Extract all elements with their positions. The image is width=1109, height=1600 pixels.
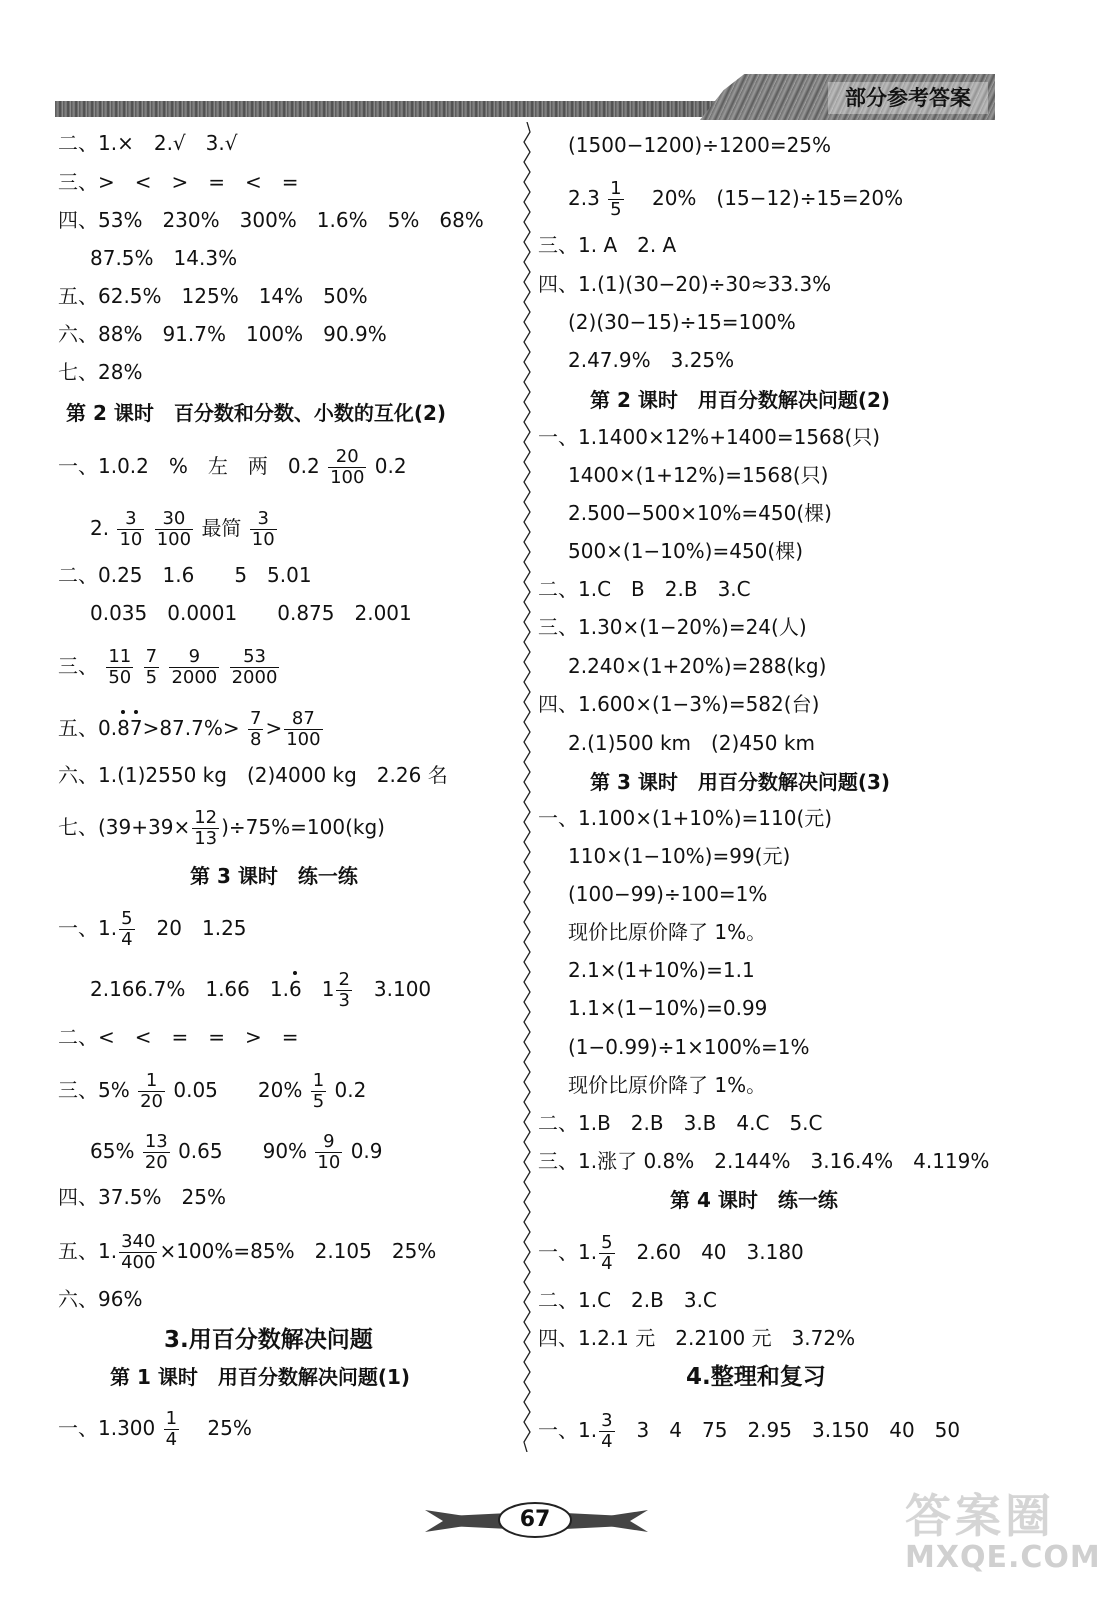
section-title: 4.整理和复习 xyxy=(686,1364,826,1390)
denominator: 100 xyxy=(286,729,321,750)
answer-text: 3.100 xyxy=(353,977,432,1001)
answer-line: 四、37.5% 25% xyxy=(58,1185,226,1209)
numerator: 9 xyxy=(169,647,219,668)
answer-text: 五、0. xyxy=(58,716,118,740)
answer-text: 2.60 40 3.180 xyxy=(616,1240,804,1264)
answer-text: 3 4 75 2.95 3.150 40 50 xyxy=(616,1418,961,1442)
answer-line: 二、1.C 2.B 3.C xyxy=(538,1288,717,1312)
answer-text: 65% xyxy=(90,1139,135,1163)
denominator: 10 xyxy=(251,529,275,550)
answer-line: (2)(30−15)÷15=100% xyxy=(568,310,796,334)
answer-line xyxy=(58,1070,367,1112)
answer-line xyxy=(58,807,385,849)
answer-text: 最简 xyxy=(201,516,242,540)
answer-line: 三、1. A 2. A xyxy=(538,233,677,257)
answer-text: 0.2 xyxy=(374,454,407,478)
lesson-title: 第 1 课时 用百分数解决问题(1) xyxy=(110,1365,411,1389)
numerator: 7 xyxy=(249,708,262,729)
watermark-logo: 答案圈 xyxy=(905,1489,1055,1543)
denominator: 100 xyxy=(330,467,365,488)
numerator: 7 xyxy=(145,646,158,667)
page-header-title: 部分参考答案 xyxy=(828,82,988,114)
numerator: 3 xyxy=(117,509,144,530)
repeating-digit: 6 xyxy=(289,972,302,1006)
answer-text: 2.3 xyxy=(568,186,600,210)
answer-line: 1400×(1+12%)=1568(只) xyxy=(568,463,829,487)
answer-line: 四、1.600×(1−3%)=582(台) xyxy=(538,692,820,716)
answer-text: ×100%=85% 2.105 25% xyxy=(159,1239,437,1263)
answer-line xyxy=(58,446,407,488)
fraction xyxy=(311,1071,326,1112)
answer-text: 0.05 20% xyxy=(173,1078,303,1102)
denominator: 5 xyxy=(312,1091,325,1112)
numerator: 3 xyxy=(601,1410,613,1431)
denominator: 20 xyxy=(144,1152,168,1173)
answer-line: 六、88% 91.7% 100% 90.9% xyxy=(58,322,387,346)
lesson-title: 第 2 课时 百分数和分数、小数的互化(2) xyxy=(66,401,447,425)
answer-line: 七、28% xyxy=(58,360,143,384)
numerator: 9 xyxy=(315,1132,342,1153)
answer-line: 110×(1−10%)=99(元) xyxy=(568,844,791,868)
answer-text: 0.65 90% xyxy=(178,1139,308,1163)
numerator: 1 xyxy=(165,1408,178,1429)
fraction xyxy=(599,1411,614,1452)
fraction xyxy=(164,1409,179,1450)
answer-line: (1500−1200)÷1200=25% xyxy=(568,133,832,157)
fraction xyxy=(138,1071,165,1112)
fraction xyxy=(328,447,366,488)
answer-line: 六、96% xyxy=(58,1287,143,1311)
fraction xyxy=(336,970,351,1011)
denominator: 5 xyxy=(610,199,622,220)
answer-line: 一、1.100×(1+10%)=110(元) xyxy=(538,806,833,830)
denominator: 2000 xyxy=(231,667,278,688)
denominator: 3 xyxy=(338,990,350,1011)
numerator: 30 xyxy=(155,509,193,530)
answer-text: > xyxy=(265,716,283,740)
answer-line: 0.035 0.0001 0.875 2.001 xyxy=(90,601,412,625)
repeating-digit: 7 xyxy=(130,711,143,745)
answer-text: 一、1. xyxy=(538,1240,598,1264)
answer-text: )÷75%=100(kg) xyxy=(221,815,385,839)
answer-line: 三、1.涨了 0.8% 2.144% 3.16.4% 4.119% xyxy=(538,1149,990,1173)
numerator: 13 xyxy=(144,1131,168,1152)
answer-line: 二、1.C B 2.B 3.C xyxy=(538,577,751,601)
answer-line: 87.5% 14.3% xyxy=(90,246,238,270)
answer-line: 四、1.2.1 元 2.2100 元 3.72% xyxy=(538,1326,856,1350)
answer-text: 1 xyxy=(301,977,335,1001)
fraction xyxy=(143,1132,170,1173)
answer-text: 25% xyxy=(187,1416,252,1440)
fraction xyxy=(119,909,134,950)
denominator: 10 xyxy=(119,529,143,550)
numerator: 1 xyxy=(312,1070,325,1091)
answer-line xyxy=(538,1410,961,1452)
fraction xyxy=(117,509,144,550)
denominator: 2000 xyxy=(171,667,218,688)
answer-text: >87.7%> xyxy=(142,716,240,740)
denominator: 5 xyxy=(145,667,158,688)
section-title: 3.用百分数解决问题 xyxy=(164,1327,373,1353)
fraction xyxy=(250,509,277,550)
answer-text: 七、(39+39× xyxy=(58,815,191,839)
answer-text: 一、1. xyxy=(58,916,118,940)
denominator: 400 xyxy=(121,1252,156,1273)
numerator: 5 xyxy=(121,908,133,929)
answer-text: 三、 xyxy=(58,654,98,678)
answer-text: 0.9 xyxy=(350,1139,383,1163)
answer-line: 2.240×(1+20%)=288(kg) xyxy=(568,654,827,678)
numerator: 53 xyxy=(230,647,280,668)
answer-line: 二、< < = = > = xyxy=(58,1025,299,1049)
answer-line: 现价比原价降了 1%。 xyxy=(568,920,767,944)
fraction xyxy=(248,709,263,750)
column-divider xyxy=(523,122,531,1452)
denominator: 4 xyxy=(601,1431,613,1452)
repeating-digit: 8 xyxy=(117,711,130,745)
answer-line: 现价比原价降了 1%。 xyxy=(568,1073,767,1097)
answer-text: 0.2 xyxy=(334,1078,367,1102)
answer-line: 2.(1)500 km (2)450 km xyxy=(568,731,815,755)
fraction xyxy=(169,647,219,688)
fraction xyxy=(315,1132,342,1173)
answer-line: 四、1.(1)(30−20)÷30≈33.3% xyxy=(538,272,832,296)
answer-line: 二、1.B 2.B 3.B 4.C 5.C xyxy=(538,1111,823,1135)
fraction xyxy=(106,647,133,688)
answer-line xyxy=(58,708,325,750)
answer-text: 五、1. xyxy=(58,1239,118,1263)
denominator: 10 xyxy=(317,1152,341,1173)
answer-line: 三、1.30×(1−20%)=24(人) xyxy=(538,615,807,639)
answer-line: 五、62.5% 125% 14% 50% xyxy=(58,284,368,308)
answer-line: 六、1.(1)2550 kg (2)4000 kg 2.26 名 xyxy=(58,763,448,787)
fraction xyxy=(284,709,322,750)
denominator: 4 xyxy=(165,1429,178,1450)
denominator: 13 xyxy=(194,828,218,849)
answer-text: 一、1.300 xyxy=(58,1416,156,1440)
numerator: 2 xyxy=(338,969,350,990)
answer-line xyxy=(58,908,247,950)
answer-line: 二、1.× 2.√ 3.√ xyxy=(58,131,238,155)
numerator: 12 xyxy=(194,807,218,828)
denominator: 50 xyxy=(108,667,132,688)
answer-line: 二、0.25 1.6 5 5.01 xyxy=(58,563,312,587)
answer-text: 一、1. xyxy=(538,1418,598,1442)
fraction xyxy=(144,647,159,688)
denominator: 100 xyxy=(156,529,192,550)
lesson-title: 第 2 课时 用百分数解决问题(2) xyxy=(590,388,891,412)
fraction xyxy=(155,509,193,550)
fraction xyxy=(119,1232,157,1273)
lesson-title: 第 3 课时 练一练 xyxy=(190,864,358,888)
numerator: 1 xyxy=(610,178,622,199)
answer-line xyxy=(90,508,279,550)
answer-line: 2.1×(1+10%)=1.1 xyxy=(568,958,755,982)
denominator: 8 xyxy=(249,729,262,750)
answer-line xyxy=(568,178,904,220)
answer-text: 2.166.7% 1.66 1. xyxy=(90,977,289,1001)
denominator: 4 xyxy=(121,929,133,950)
answer-line: 2.500−500×10%=450(棵) xyxy=(568,501,832,525)
answer-line: 三、> < > = < = xyxy=(58,170,299,194)
answer-text: 三、5% xyxy=(58,1078,130,1102)
answer-text: 20% (15−12)÷15=20% xyxy=(631,186,904,210)
page-number: 67 xyxy=(519,1507,551,1532)
answer-line xyxy=(58,1408,252,1450)
answer-line: 1.1×(1−10%)=0.99 xyxy=(568,996,768,1020)
fraction xyxy=(230,647,280,688)
answer-line xyxy=(90,969,432,1011)
fraction xyxy=(192,808,219,849)
answer-line: 一、1.1400×12%+1400=1568(只) xyxy=(538,425,881,449)
answer-line xyxy=(90,1131,383,1173)
answer-line: 四、53% 230% 300% 1.6% 5% 68% xyxy=(58,208,484,232)
numerator: 340 xyxy=(121,1231,156,1252)
numerator: 1 xyxy=(138,1071,165,1092)
answer-text: 20 1.25 xyxy=(136,916,247,940)
numerator: 20 xyxy=(328,447,366,468)
numerator: 11 xyxy=(108,646,132,667)
denominator: 4 xyxy=(601,1253,613,1274)
answer-line xyxy=(58,646,281,688)
numerator: 87 xyxy=(284,709,322,730)
answer-text: 2. xyxy=(90,516,110,540)
numerator: 3 xyxy=(250,509,277,530)
fraction xyxy=(608,179,623,220)
fraction xyxy=(599,1233,614,1274)
answer-line: (1−0.99)÷1×100%=1% xyxy=(568,1035,810,1059)
numerator: 5 xyxy=(601,1232,613,1253)
watermark-url: MXQE.COM xyxy=(905,1540,1101,1575)
lesson-title: 第 3 课时 用百分数解决问题(3) xyxy=(590,770,891,794)
answer-text: 一、1.0.2 % 左 两 0.2 xyxy=(58,454,320,478)
denominator: 20 xyxy=(140,1091,163,1112)
answer-line xyxy=(58,1231,437,1273)
answer-line: (100−99)÷100=1% xyxy=(568,882,768,906)
lesson-title: 第 4 课时 练一练 xyxy=(670,1188,838,1212)
answer-line: 500×(1−10%)=450(棵) xyxy=(568,539,804,563)
answer-line: 2.47.9% 3.25% xyxy=(568,348,735,372)
answer-line xyxy=(538,1232,804,1274)
